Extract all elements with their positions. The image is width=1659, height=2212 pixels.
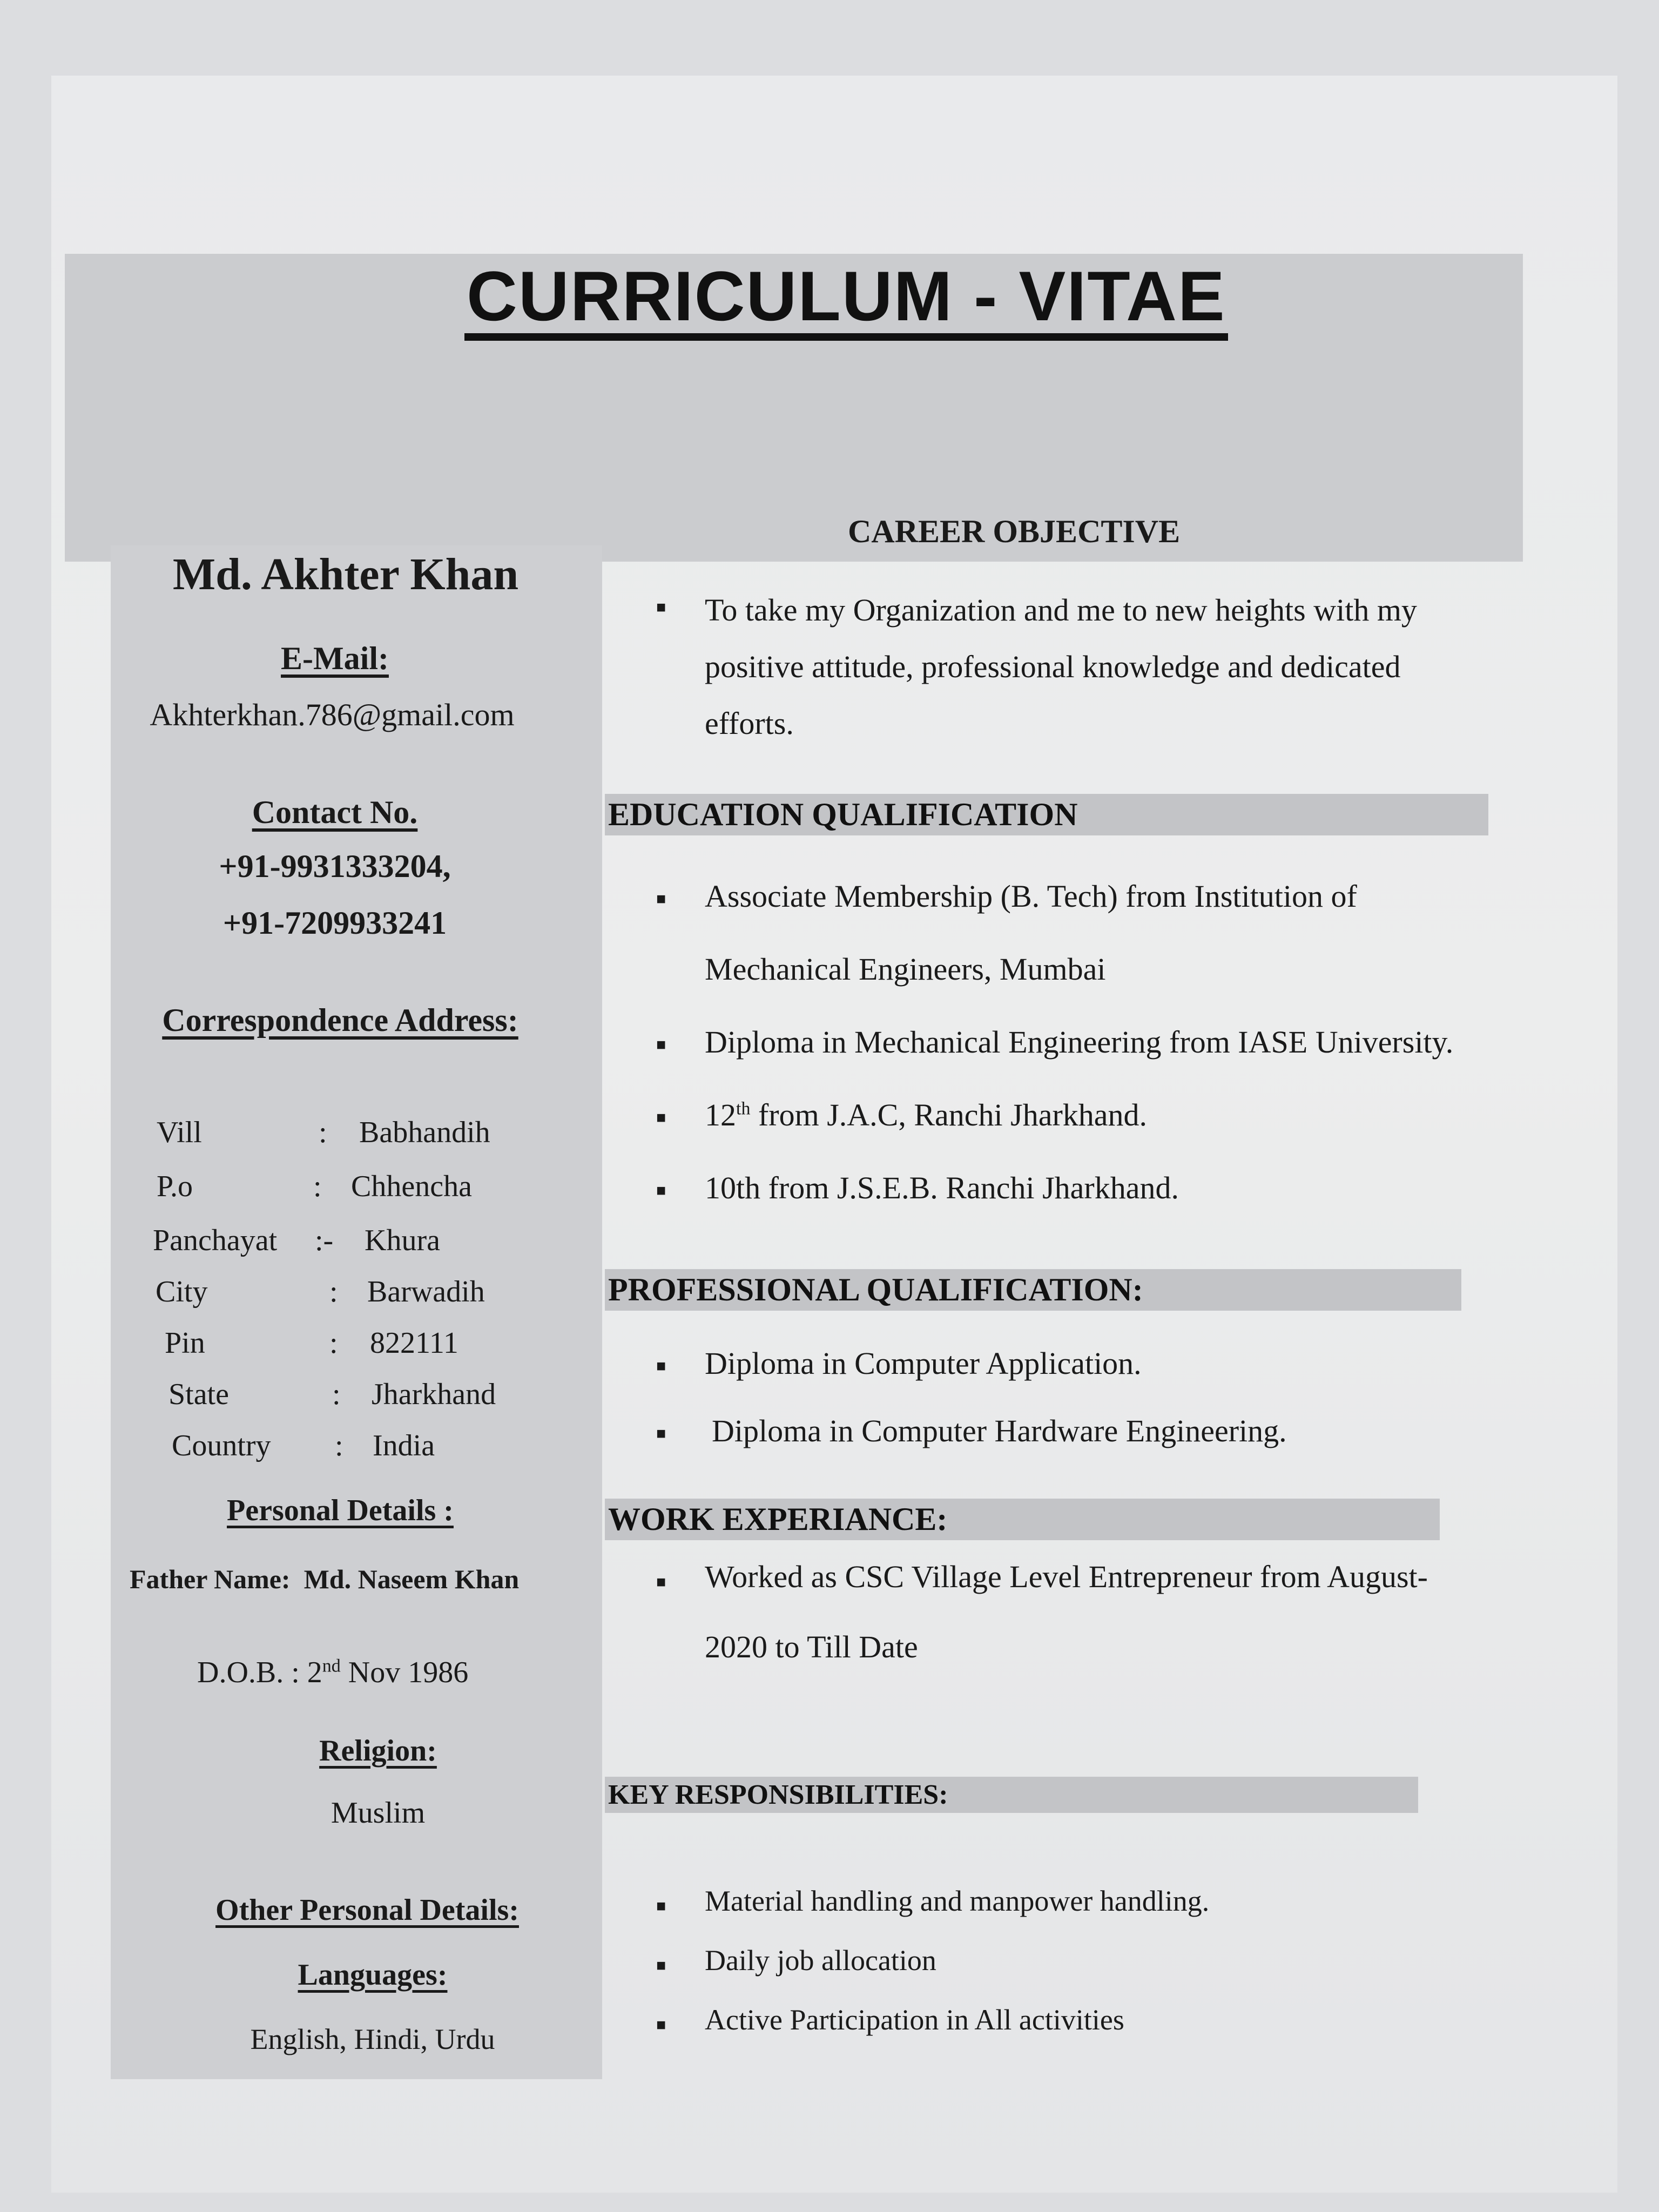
email-label: E-Mail: xyxy=(281,640,389,676)
address-sep: : xyxy=(335,1429,343,1462)
address-key-pin: Pin xyxy=(165,1326,205,1360)
address-sep: : xyxy=(313,1170,322,1203)
professional-item-2: Diploma in Computer Hardware Engineering. xyxy=(712,1413,1287,1448)
work-line-1: Worked as CSC Village Level Entrepreneur from August- xyxy=(705,1559,1428,1594)
address-label: Correspondence Address: xyxy=(162,1002,518,1038)
languages-label: Languages: xyxy=(298,1958,448,1992)
bullet-icon: ■ xyxy=(656,890,666,908)
personal-details-label: Personal Details : xyxy=(227,1494,454,1527)
address-sep: :- xyxy=(315,1224,334,1257)
address-key-state: State xyxy=(168,1378,229,1411)
career-line-2: positive attitude, professional knowledge and dedicated xyxy=(705,649,1401,684)
education-item-4: 10th from J.S.E.B. Ranchi Jharkhand. xyxy=(705,1170,1179,1205)
bullet-icon: ■ xyxy=(656,1425,666,1442)
address-value-vill: Babhandih xyxy=(359,1116,490,1149)
dob-value: Nov 1986 xyxy=(340,1656,469,1689)
education-item-3-text: from J.A.C, Ranchi Jharkhand. xyxy=(750,1097,1147,1132)
father-name-value: Md. Naseem Khan xyxy=(304,1564,520,1594)
responsibility-item-3: Active Participation in All activities xyxy=(705,2004,1124,2036)
dob-row xyxy=(197,1655,468,1690)
address-value-pin: 822111 xyxy=(370,1326,458,1360)
dob-label: D.O.B. : 2 xyxy=(197,1656,322,1689)
education-item-1-line-2: Mechanical Engineers, Mumbai xyxy=(705,952,1106,987)
professional-heading: PROFESSIONAL QUALIFICATION: xyxy=(605,1269,1461,1311)
address-key-po: P.o xyxy=(157,1170,193,1203)
phone-1: +91-9931333204, xyxy=(219,848,451,884)
father-name-label: Father Name: xyxy=(130,1564,291,1594)
phone-2: +91-7209933241 xyxy=(222,905,447,941)
address-key-vill: Vill xyxy=(157,1116,202,1149)
address-sep: : xyxy=(319,1116,327,1149)
address-value-city: Barwadih xyxy=(367,1275,485,1309)
education-item-2: Diploma in Mechanical Engineering from IASE University. xyxy=(705,1024,1454,1060)
religion-label: Religion: xyxy=(319,1734,437,1768)
address-value-panchayat: Khura xyxy=(365,1224,440,1257)
responsibility-item-1: Material handling and manpower handling. xyxy=(705,1885,1210,1917)
work-experience-heading: WORK EXPERIANCE: xyxy=(605,1499,1440,1540)
education-item-1-line-1: Associate Membership (B. Tech) from Institution of xyxy=(705,879,1357,914)
education-item-3 xyxy=(705,1085,1488,1145)
address-sep: : xyxy=(329,1275,338,1309)
career-line-1: To take my Organization and me to new heights with my xyxy=(705,592,1417,628)
education-heading: EDUCATION QUALIFICATION xyxy=(605,794,1488,835)
address-key-country: Country xyxy=(172,1429,271,1462)
languages-value: English, Hindi, Urdu xyxy=(250,2023,495,2055)
responsibility-item-2: Daily job allocation xyxy=(705,1944,936,1977)
address-sep: : xyxy=(329,1326,338,1360)
email-value: Akhterkhan.786@gmail.com xyxy=(150,697,515,732)
religion-value: Muslim xyxy=(331,1796,426,1830)
address-value-po: Chhencha xyxy=(351,1170,472,1203)
bullet-icon: ■ xyxy=(656,1957,666,1974)
bullet-icon: ■ xyxy=(656,1182,666,1199)
bullet-icon: ■ xyxy=(656,1036,666,1054)
document-title: CURRICULUM - VITAE xyxy=(464,259,1228,341)
bullet-icon: ■ xyxy=(656,1357,666,1375)
other-details-label: Other Personal Details: xyxy=(215,1893,519,1927)
bullet-icon: ■ xyxy=(656,1897,666,1915)
career-objective-heading: CAREER OBJECTIVE xyxy=(848,514,1181,549)
left-column xyxy=(111,545,602,2079)
education-item-3-grade: 12 xyxy=(705,1097,736,1132)
address-value-state: Jharkhand xyxy=(372,1378,496,1411)
address-value-country: India xyxy=(373,1429,435,1462)
professional-item-1: Diploma in Computer Application. xyxy=(705,1346,1142,1381)
address-key-panchayat: Panchayat xyxy=(153,1224,278,1257)
work-line-2: 2020 to Till Date xyxy=(705,1629,918,1664)
key-responsibilities-heading: KEY RESPONSIBILITIES: xyxy=(605,1777,1418,1813)
contact-label: Contact No. xyxy=(252,794,418,830)
bullet-icon: ■ xyxy=(656,2016,666,2034)
career-line-3: efforts. xyxy=(705,706,794,741)
education-item-3-superscript: th xyxy=(736,1098,751,1119)
bullet-icon: ■ xyxy=(656,598,666,616)
dob-superscript: nd xyxy=(322,1656,341,1676)
address-sep: : xyxy=(332,1378,341,1411)
father-name-row xyxy=(130,1563,519,1595)
candidate-name: Md. Akhter Khan xyxy=(172,549,519,599)
bullet-icon: ■ xyxy=(656,1109,666,1127)
address-key-city: City xyxy=(156,1275,208,1309)
bullet-icon: ■ xyxy=(656,1573,666,1591)
